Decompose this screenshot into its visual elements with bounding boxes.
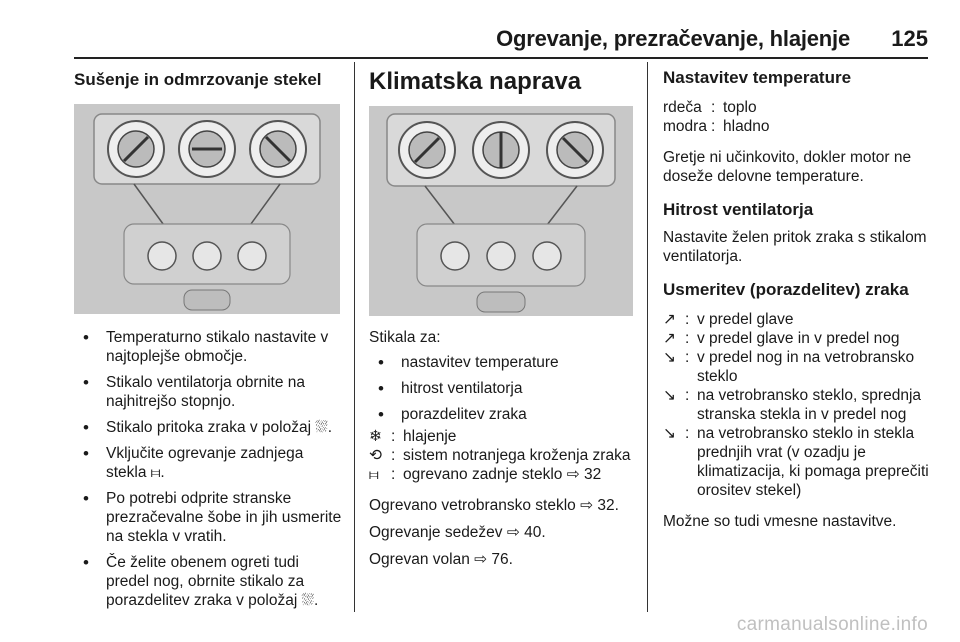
temp-key: modra [663,118,707,135]
section-heading-temperature: Nastavitev temperature [663,68,852,87]
list-item: • porazdelitev zraka [369,405,637,424]
head-vent-icon: ↗ [663,311,676,328]
climate-panel-drawing [74,104,340,314]
temp-text: toplo [723,99,757,116]
list-item: • Po potrebi odprite stranske prezračevalne šobe in jih usmerite na stekla v vratih. [74,489,344,546]
reference-line: Ogrevano vetrobransko steklo ⇨ 32. [369,497,619,514]
page-number: 125 [891,26,928,51]
foot-windshield-vent-icon: ↘ [663,349,676,366]
column-defrost [74,62,344,617]
column-divider [354,62,355,612]
list-item: • Stikalo pritoka zraka v položaj ⛆. [74,418,344,437]
defrost-steps [74,328,344,610]
dist-text: na vetrobransko steklo in stekla prednjih vrat (v ozadju je klimatizacija, ki pomaga preprečiti orositev stekel) [697,425,929,499]
column-divider [647,62,648,612]
page-header [0,0,960,58]
rear-defrost-icon: ⧦ [369,466,379,483]
list-item: • hitrost ventilatorja [369,379,637,398]
section-heading-ac: Klimatska naprava [369,68,582,95]
distribution-definitions: ↗ : v predel glave ↗ : v predel glave in v predel nog ↘ : v predel nog in na vetrobransko steklo ↘ : na vetrobransko steklo, sprednja stranska stekla in v predel nog ↘ : na vetrobransko steklo in stekla prednjih vrat (v ozadju je klimatizacija, ki pomaga preprečiti orositev stekel) [663,310,933,500]
ac-control-illustration [369,106,633,316]
windshield-door-vent-icon: ↘ [663,425,676,442]
symbol-definitions: ❄ : hlajenje ⟲ : sistem notranjega kroženja zraka ⧦ : ogrevano zadnje steklo ⇨ 32 [369,427,637,484]
watermark: carmanualsonline.info [736,614,928,635]
dist-text: v predel glave [697,311,794,328]
list-item: • Stikalo ventilatorja obrnite na najhitrejšo stopnjo. [74,373,344,411]
column-settings [663,62,933,531]
climate-control-illustration [74,104,340,314]
temperature-colors: rdeča : toplo modra : hladno [663,98,933,136]
temp-text: hladno [723,118,770,135]
header-rule [74,57,928,59]
dist-text: v predel glave in v predel nog [697,330,900,347]
temp-key: rdeča [663,99,702,116]
dist-text: v predel nog in na vetrobransko steklo [697,349,915,385]
list-item: • Temperaturno stikalo nastavite v najtoplejše območje. [74,328,344,366]
closing-note: Možne so tudi vmesne nastavitve. [663,513,897,530]
switch-list [369,353,637,424]
column-air-conditioning [369,62,637,569]
list-item: • Če želite obenem ogreti tudi predel nog, obrnite stikalo za porazdelitev zraka v položaj ⛆. [74,553,344,610]
def-text: hlajenje [403,428,457,445]
fan-text: Nastavite želen pritok zraka s stikalom ventilatorja. [663,229,927,265]
head-foot-vent-icon: ↗ [663,330,676,347]
def-text: sistem notranjega kroženja zraka [403,447,631,464]
ac-panel-drawing [369,106,633,316]
def-text: ogrevano zadnje steklo ⇨ 32 [403,466,602,483]
temperature-note: Gretje ni učinkovito, dokler motor ne doseže delovne temperature. [663,149,912,185]
list-item: • Vključite ogrevanje zadnjega stekla ⧦. [74,444,344,482]
switches-intro: Stikala za: [369,329,441,346]
snowflake-icon: ❄ [369,428,382,445]
section-heading-distribution: Usmeritev (porazdelitev) zraka [663,280,909,299]
list-item: • nastavitev temperature [369,353,637,372]
windshield-side-foot-vent-icon: ↘ [663,387,676,404]
section-heading-defrost: Sušenje in odmrzovanje stekel [74,70,322,89]
reference-line: Ogrevanje sedežev ⇨ 40. [369,524,546,541]
page-title: Ogrevanje, prezračevanje, hlajenje [496,26,850,51]
reference-line: Ogrevan volan ⇨ 76. [369,551,513,568]
dist-text: na vetrobransko steklo, sprednja stranska stekla in v predel nog [697,387,922,423]
section-heading-fan: Hitrost ventilatorja [663,200,814,219]
recirculation-icon: ⟲ [369,447,382,464]
